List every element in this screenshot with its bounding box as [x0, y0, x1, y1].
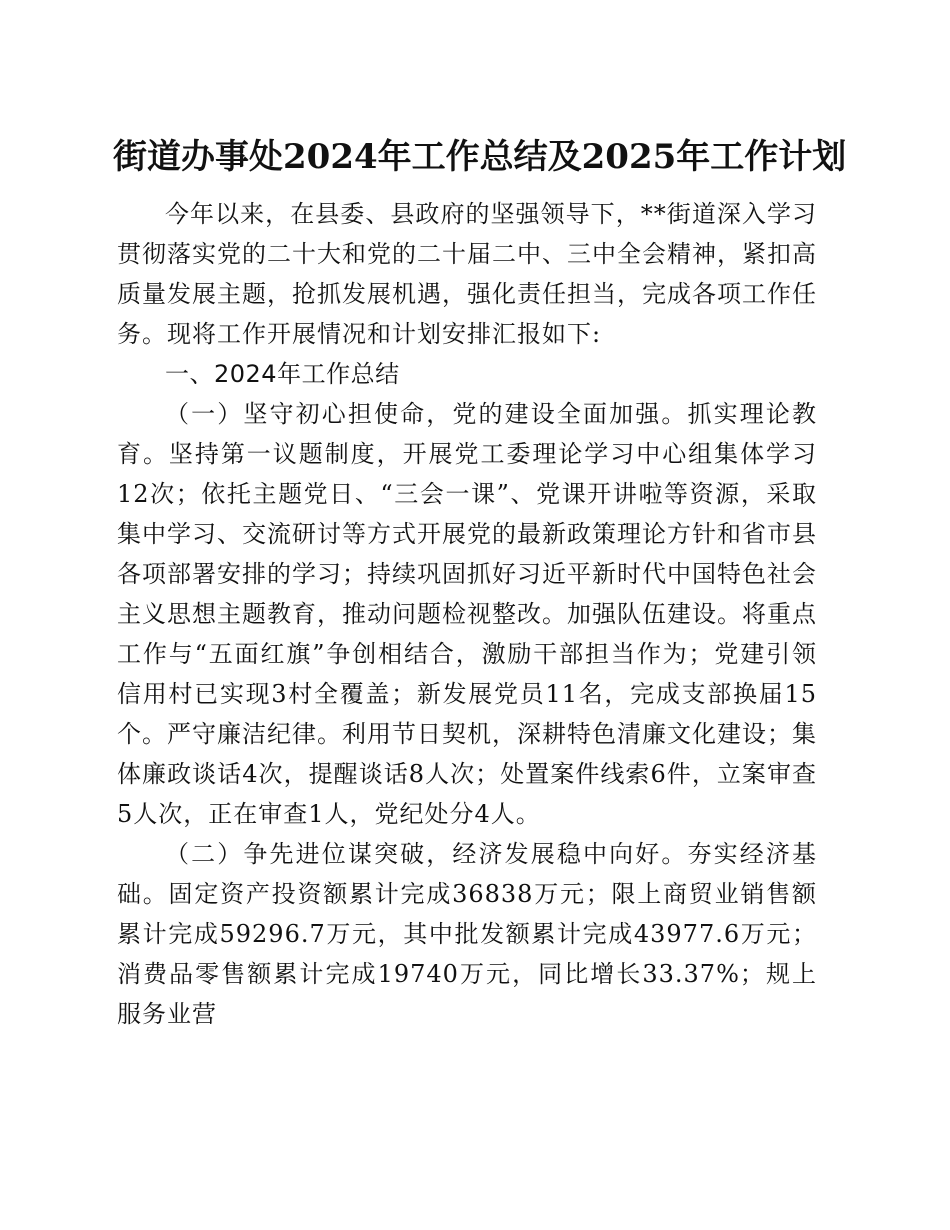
section-heading-2024-summary: 一、2024年工作总结 [165, 360, 400, 388]
party-building-paragraph [117, 394, 817, 834]
party-building-body: 抓实理论教育。坚持第一议题制度，开展党工委理论学习中心组集体学习12次；依托主题党日、“三会一课”、党课开讲啦等资源，采取集中学习、交流研讨等方式开展党的最新政策理论方针和省市县各项部署安排的学习；持续巩固抓好习近平新时代中国特色社会主义思想主题教育，推动问题检视整改。加强队伍建设。将重点工作与“五面红旗”争创相结合，激励干部担当作为；党建引领信用村已实现3村全覆盖；新发展党员11名，完成支部换届15个。严守廉洁纪律。利用节日契机，深耕特色清廉文化建设；集体廉政谈话4次，提醒谈话8人次；处置案件线索6件，立案审查5人次，正在审查1人，党纪处分4人。 [117, 400, 817, 828]
economy-subhead: （二）争先进位谋突破，经济发展稳中向好。 [165, 840, 688, 868]
document-title: 街道办事处2024年工作总结及2025年工作计划 [113, 137, 847, 177]
document-page [113, 128, 847, 1034]
intro-paragraph: 今年以来，在县委、县政府的坚强领导下，**街道深入学习贯彻落实党的二十大和党的二十届二中、三中全会精神，紧扣高质量发展主题，抢抓发展机遇，强化责任担当，完成各项工作任务。现将工作开展情况和计划安排汇报如下: [117, 200, 817, 348]
economy-body: 夯实经济基础。固定资产投资额累计完成36838万元；限上商贸业销售额累计完成59296.7万元，其中批发额累计完成43977.6万元；消费品零售额累计完成19740万元，同比增长33.37%；规上服务业营 [117, 840, 817, 1028]
party-building-subhead: （一）坚守初心担使命，党的建设全面加强。 [165, 400, 688, 428]
economy-paragraph [117, 834, 817, 1034]
